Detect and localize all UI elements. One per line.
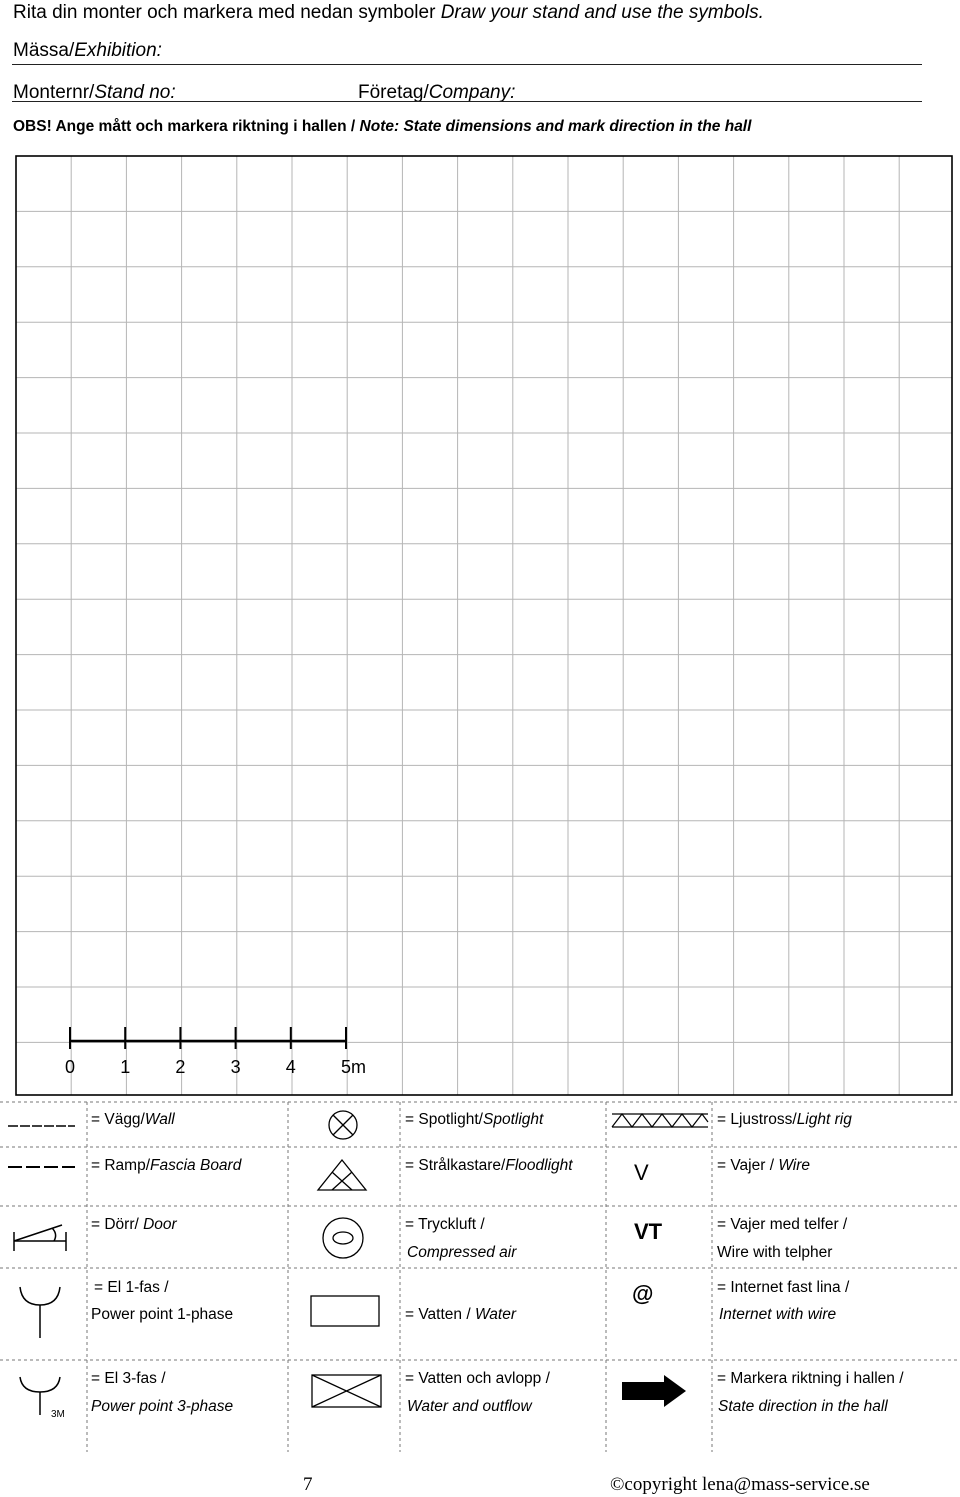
floodlight-icon xyxy=(318,1160,366,1190)
exhibition-field-line[interactable] xyxy=(12,64,922,65)
legend-internet-en: Internet with wire xyxy=(719,1306,837,1323)
light-rig-icon xyxy=(612,1114,708,1127)
legend-air-en: Compressed air xyxy=(407,1244,517,1261)
scale-tick-label: 3 xyxy=(230,1057,241,1077)
spotlight-icon xyxy=(329,1111,357,1139)
legend-lightrig-label: = Ljustross/Light rig xyxy=(717,1111,852,1128)
legend-internet-sv: = Internet fast lina / xyxy=(717,1279,850,1296)
legend-power1-en: Power point 1-phase xyxy=(91,1306,234,1323)
legend-outflow-en: Water and outflow xyxy=(407,1398,532,1415)
legend-power3-en: Power point 3-phase xyxy=(91,1398,234,1415)
water-icon xyxy=(311,1296,379,1326)
legend-power1-sv: = El 1-fas / xyxy=(94,1279,169,1296)
power-point-1-phase-icon xyxy=(20,1287,60,1338)
legend-power3-sv: = El 3-fas / xyxy=(91,1370,166,1387)
wire-icon: V xyxy=(634,1160,649,1185)
drawing-grid[interactable] xyxy=(15,155,953,1097)
direction-arrow-icon xyxy=(622,1375,686,1407)
legend-direction-sv: = Markera riktning i hallen / xyxy=(717,1370,904,1387)
compressed-air-icon xyxy=(323,1218,363,1258)
scale-tick-label: 5m xyxy=(341,1057,367,1077)
legend-telpher-en: Wire with telpher xyxy=(717,1244,833,1261)
scale-tick-label: 0 xyxy=(65,1057,76,1077)
legend-direction-en: State direction in the hall xyxy=(718,1398,888,1415)
scale-tick-label: 2 xyxy=(175,1057,186,1077)
legend-door-label: = Dörr/ Door xyxy=(91,1216,177,1233)
exhibition-label: Mässa/Exhibition: xyxy=(13,40,162,61)
note-text: OBS! Ange mått och markera riktning i hallen / Note: State dimensions and mark direction in the hall xyxy=(13,118,752,135)
legend-wire-label: = Vajer / Wire xyxy=(717,1157,811,1174)
grid-border xyxy=(16,156,952,1095)
door-icon xyxy=(14,1225,66,1251)
stand-label: Monternr/Stand no: xyxy=(13,82,176,103)
legend-spotlight-label: = Spotlight/Spotlight xyxy=(405,1111,544,1128)
instruction-text: Rita din monter och markera med nedan symboler Draw your stand and use the symbols. xyxy=(13,2,764,23)
legend-water-label: = Vatten / Water xyxy=(405,1306,517,1323)
legend-floodlight-label: = Strålkastare/Floodlight xyxy=(405,1157,573,1174)
legend-ramp-label: = Ramp/Fascia Board xyxy=(91,1157,242,1174)
copyright-text: ©copyright lena@mass-service.se xyxy=(610,1474,870,1495)
scale-tick-label: 4 xyxy=(285,1057,296,1077)
internet-icon: @ xyxy=(632,1281,654,1306)
legend-air-sv: = Tryckluft / xyxy=(405,1216,485,1233)
legend-telpher-sv: = Vajer med telfer / xyxy=(717,1216,848,1233)
wire-telpher-icon: VT xyxy=(634,1219,663,1244)
legend-wall-label: = Vägg/Wall xyxy=(91,1111,175,1128)
company-label: Företag/Company: xyxy=(358,82,516,103)
power3-symbol-label: 3M xyxy=(51,1409,65,1420)
stand-company-field-line[interactable] xyxy=(12,101,922,102)
water-outflow-icon xyxy=(312,1375,381,1407)
legend-outflow-sv: = Vatten och avlopp / xyxy=(405,1370,550,1387)
page-number: 7 xyxy=(303,1474,313,1495)
scale-tick-label: 1 xyxy=(120,1057,131,1077)
